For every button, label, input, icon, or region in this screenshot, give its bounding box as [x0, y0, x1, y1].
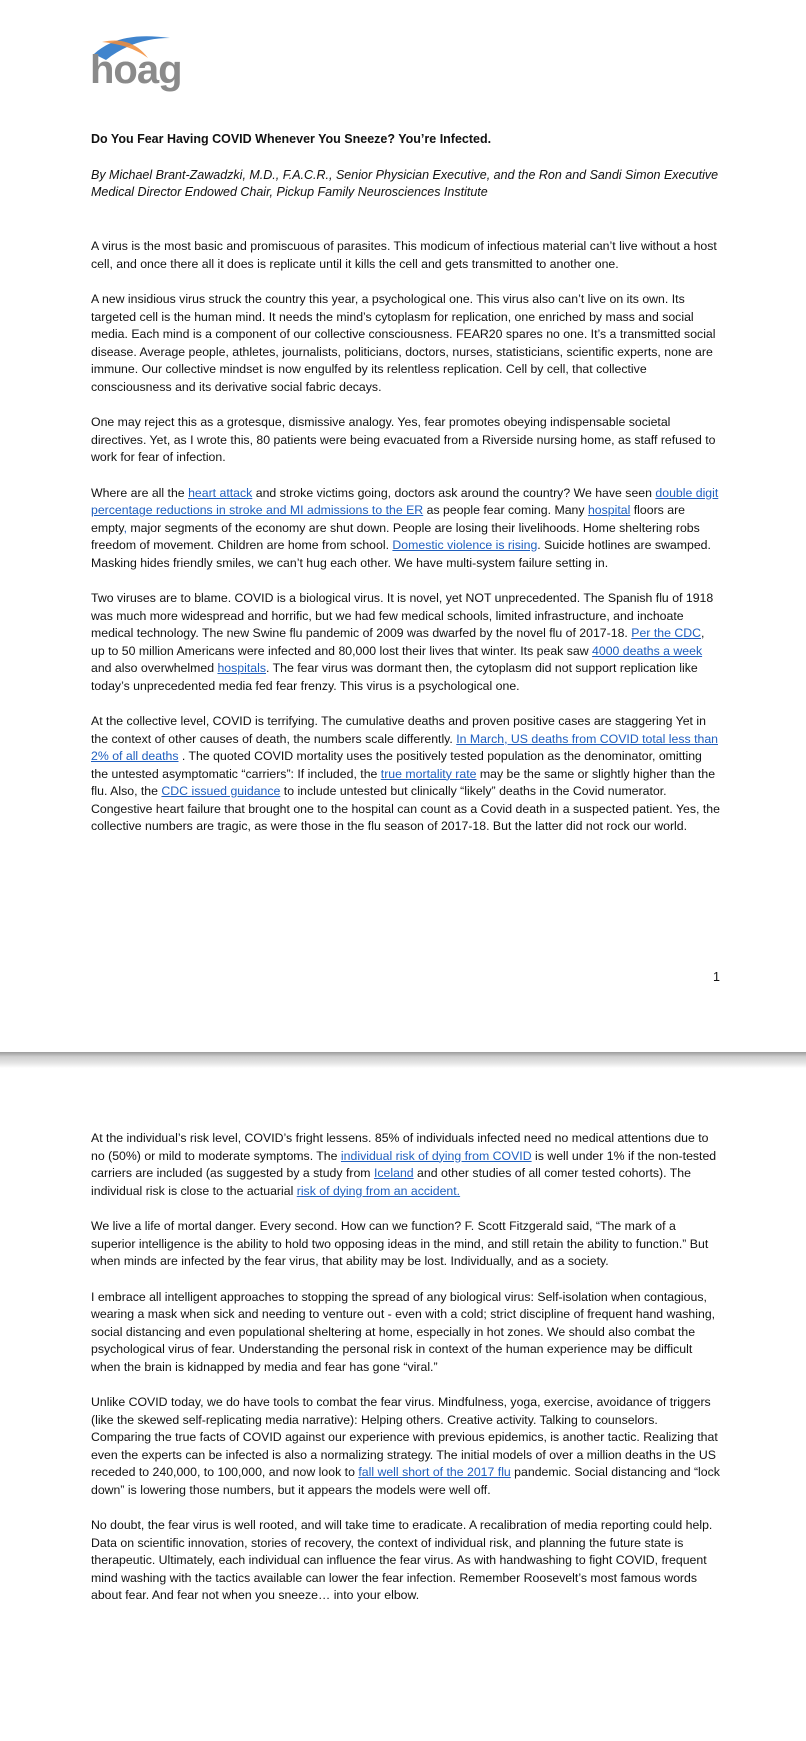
paragraph-text: major segments of the economy are shut down. People are losing their livelihoods. Home sheltering robs freedom of movement. Children are home from school. [91, 520, 700, 552]
paragraph [91, 1394, 721, 1499]
logo-wordmark: hoag [90, 48, 182, 92]
paragraph-text: Two viruses are to blame. COVID is a biological virus. It is novel, yet NOT unprecedented. The Spanish flu of 1918 was much more widespread and horrific, but we had few medical schools, limited infrastructure, and inchoate medical technology. The new Swine flu pandemic of 2009 was dwarfed by the novel flu of 2017-18. [91, 591, 714, 640]
paragraph-text: Unlike COVID today, we do have tools to combat the fear virus. Mindfulness, yoga, exercise, avoidance of triggers (like the skewed self-replicating media narrative): Helping others. Creative activity. Talking to counselors. Comparing the true facts of COVID against our experience with previous epidemics, is another tactic. Realizing that even the experts can be infected is also a normalizing strategy. The initial models of over a million deaths in the US receded to 240,000, to 100,000, and now look to [91, 1395, 718, 1479]
paragraph-text: A new insidious virus struck the country this year, a psychological one. This virus also can’t live on its own. Its targeted cell is the human mind. It needs the mind’s cytoplasm for replication, one enriched by mass and social media. Each mind is a component of our collective consciousness. FEAR20 spares no one. It’s a transmitted social disease. Average people, athletes, journalists, politicians, doctors, nurses, statisticians, scientific experts, none are immune. Our collective mindset is now engulfed by its relentless replication. Cell by cell, that collective consciousness and its derivative social fabric decays. [91, 292, 716, 394]
hoag-logo [90, 30, 180, 94]
paragraph-text: No doubt, the fear virus is well rooted, and will take time to eradicate. A recalibration of media reporting could help. Data on scientific innovation, stories of recovery, the context of individual risk, and planning the future state is therapeutic. Ultimately, each individual can influence the fear virus. As with handwashing to fight COVID, frequent mind washing with the tactics available can lower the fear infection. Remember Roosevelt’s most famous words about fear. And fear not when you sneeze… into your elbow. [91, 1518, 713, 1602]
paragraph [91, 590, 721, 695]
paragraph-text: is well under 1% if the non-tested carriers are included (as suggested by a study from [91, 1148, 717, 1180]
paragraph [91, 713, 721, 836]
paragraph [91, 1218, 721, 1271]
paragraph-text: and other studies of all comer tested cohorts). The individual risk is close to the actuarial [91, 1166, 691, 1198]
paragraph-text: At the collective level, COVID is terrifying. The cumulative deaths and proven positive cases are staggering Yet in the context of other causes of death, the numbers scale differently. [91, 714, 706, 746]
paragraph-text: One may reject this as a grotesque, dismissive analogy. Yes, fear promotes obeying indispensable societal directives. Yet, as I wrote this, 80 patients were being evacuated from a Riverside nursing home, as staff refused to work for fear of infection. [91, 415, 716, 464]
paragraph [91, 1289, 721, 1377]
paragraph-text: A virus is the most basic and promiscuous of parasites. This modicum of infectious material can’t live without a host cell, and once there all it does is replicate until it kills the cell and gets transmitted to another one. [91, 239, 717, 271]
paragraph-text: as people fear coming. Many [423, 503, 588, 517]
page-2-body [91, 1130, 721, 1623]
paragraph-text: floors are empty [91, 503, 686, 535]
hyperlink[interactable]: Per the CDC [631, 626, 701, 640]
hyperlink[interactable]: Domestic violence is rising [392, 538, 538, 552]
paragraph-text: to include untested but clinically “likely” deaths in the Covid numerator. Congestive heart failure that brought one to the hospital can count as a Covid death in a suspected patient. Yes, the collective numbers are tragic, as were those in the flu season of 2017-18. But the latter did not rock our world. [91, 784, 720, 833]
hyperlink[interactable]: double digit percentage reductions in stroke and MI admissions to the ER [91, 485, 719, 517]
hyperlink[interactable]: , [123, 520, 127, 535]
document-byline: By Michael Brant-Zawadzki, M.D., F.A.C.R., Senior Physician Executive, and the Ron and Sandi Simon Executive Medical Director Endowed Chair, Pickup Family Neurosciences Institute [91, 168, 719, 199]
hyperlink[interactable]: In March, US deaths from COVID total less than 2% of all deaths [91, 731, 719, 763]
paragraph [91, 291, 721, 396]
paragraph-text: may be the same or slightly higher than the flu. Also, the [91, 766, 716, 798]
paragraph [91, 1517, 721, 1605]
paragraph-text: and stroke victims going, doctors ask around the country? We have seen [252, 485, 656, 500]
hyperlink[interactable]: hospital [587, 503, 631, 517]
paragraph-text: We live a life of mortal danger. Every second. How can we function? F. Scott Fitzgerald said, “The mark of a superior intelligence is the ability to hold two opposing ideas in the mind, and still retain the ability to function.” But when minds are infected by the fear virus, that ability may be lost. Individually, and as a society. [91, 1219, 709, 1268]
hyperlink[interactable]: hospitals [217, 661, 267, 675]
document-title: Do You Fear Having COVID Whenever You Sneeze? You’re Infected. [91, 132, 492, 146]
page-separator [0, 1052, 806, 1068]
paragraph-text: Where are all the [91, 485, 189, 500]
hyperlink[interactable]: true mortality rate [380, 766, 477, 781]
hyperlink[interactable]: CDC issued guidance [161, 784, 281, 798]
hyperlink[interactable]: individual risk of dying from COVID [340, 1148, 532, 1163]
paragraph [91, 1130, 721, 1200]
document-page-2 [0, 1068, 806, 1741]
paragraph-text: pandemic. Social distancing and “lock down” is lowering those numbers, but it appears the models were well off. [91, 1465, 720, 1497]
paragraph-text: I embrace all intelligent approaches to stopping the spread of any biological virus: Self-isolation when contagious, wearing a mask when sick and needing to venture out - even with a cold; strict discipline of frequent hand washing, social distancing and even populational sheltering at home, especially in hot zones. We should also combat the psychological virus of fear. Understanding the personal risk in context of the human experience may be difficult when the brain is kidnapped by media and fear has gone “viral.” [91, 1289, 716, 1374]
paragraph [91, 485, 721, 573]
hyperlink[interactable]: Iceland [373, 1166, 414, 1180]
paragraph-text: , up to 50 million Americans were infected and 80,000 lost their lives that winter. Its peak saw [91, 626, 705, 658]
paragraph [91, 414, 721, 467]
paragraph-text: At the individual’s risk level, COVID’s fright lessens. 85% of individuals infected need no medical attentions due to no (50%) or mild to moderate symptoms. The [91, 1131, 709, 1163]
hyperlink[interactable]: 4000 deaths a week [592, 643, 703, 658]
page-number: 1 [713, 970, 720, 984]
hyperlink[interactable]: heart attack [188, 485, 253, 500]
paragraph-text: and also overwhelmed [91, 661, 218, 675]
paragraph [91, 238, 721, 273]
hyperlink[interactable]: risk of dying from an accident. [296, 1183, 461, 1198]
paragraph-text: . The fear virus was dormant then, the cytoplasm did not support replication like today’s unprecedented media fed fear frenzy. This virus is a psychological one. [91, 661, 698, 693]
page-1-body [91, 238, 721, 854]
paragraph-text: . The quoted COVID mortality uses the positively tested population as the denominator, omitting the untested asymptomatic “carriers”: If included, the [91, 749, 702, 781]
paragraph-text: . Suicide hotlines are swamped. Masking hides friendly smiles, we can’t hug each other. We have multi-system failure setting in. [91, 538, 711, 570]
hyperlink[interactable]: fall well short of the 2017 flu [358, 1465, 511, 1479]
